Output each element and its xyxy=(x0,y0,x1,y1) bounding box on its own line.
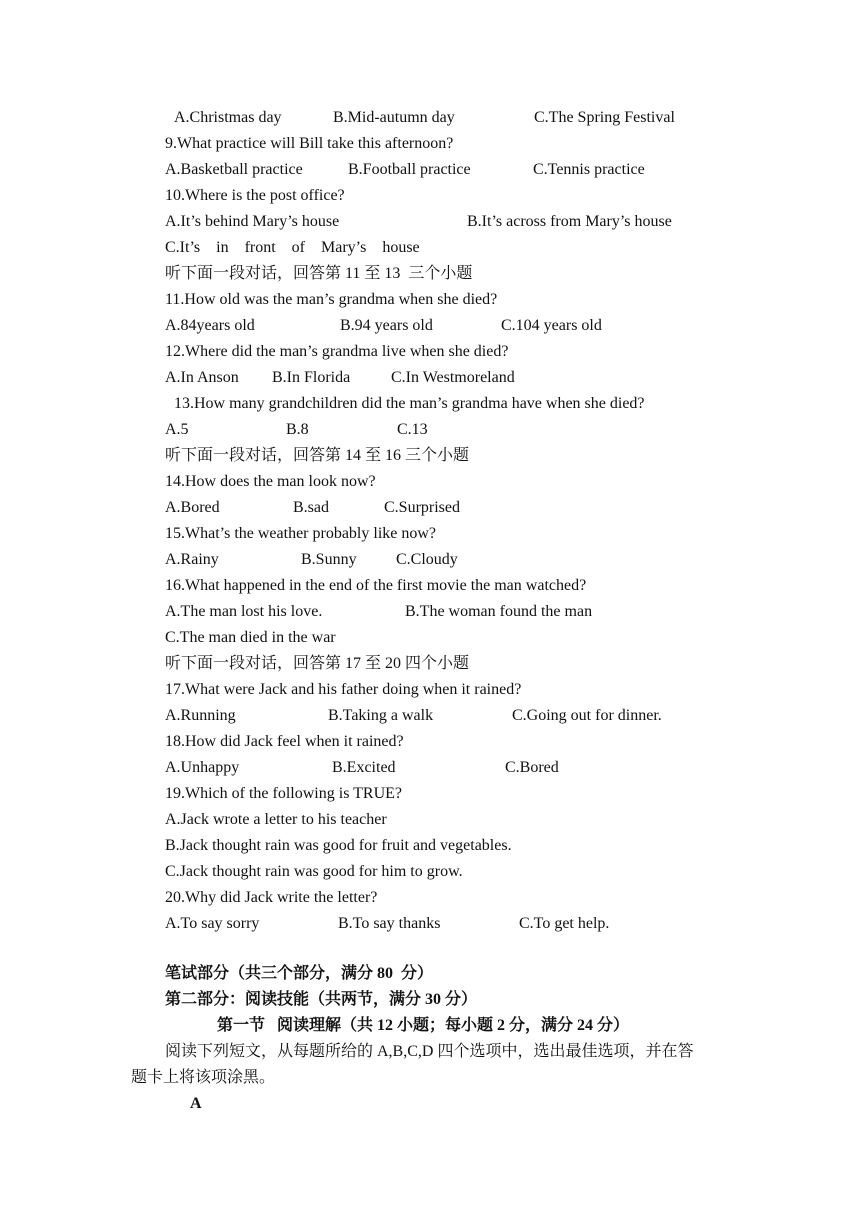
reading-instruction-cont: 题卡上将该项涂黑。 xyxy=(131,1069,276,1086)
option-a: A.5 xyxy=(165,421,189,438)
question-19: 19.Which of the following is TRUE? xyxy=(165,785,402,802)
question-18: 18.How did Jack feel when it rained? xyxy=(165,733,404,750)
question-11: 11.How old was the man’s grandma when she died? xyxy=(165,291,498,308)
option-a: A.Jack wrote a letter to his teacher xyxy=(165,811,387,828)
option-b: B.Mid-autumn day xyxy=(333,109,455,126)
option-c: C.104 years old xyxy=(501,317,602,334)
option-a: A.Running xyxy=(165,707,236,724)
option-c: C.The man died in the war xyxy=(165,629,336,646)
option-c: C.Bored xyxy=(505,759,559,776)
option-b: B.Jack thought rain was good for fruit and vegetables. xyxy=(165,837,512,854)
instruction-17-20: 听下面一段对话，回答第 17 至 20 四个小题 xyxy=(165,655,470,672)
question-16: 16.What happened in the end of the first movie the man watched? xyxy=(165,577,587,594)
section-one-heading: 第一节 阅读理解（共 12 小题；每小题 2 分，满分 24 分） xyxy=(217,1017,630,1034)
option-b: B.Taking a walk xyxy=(328,707,434,724)
option-b: B.Excited xyxy=(332,759,396,776)
option-c: C.Cloudy xyxy=(396,551,458,568)
option-b: B.The woman found the man xyxy=(405,603,593,620)
option-a: A.Unhappy xyxy=(165,759,240,776)
option-a: A.It’s behind Mary’s house xyxy=(165,213,340,230)
instruction-14-16: 听下面一段对话，回答第 14 至 16 三个小题 xyxy=(165,447,470,464)
option-c: C.Going out for dinner. xyxy=(512,707,662,724)
option-a: A.To say sorry xyxy=(165,915,260,932)
reading-instruction: 阅读下列短文，从每题所给的 A,B,C,D 四个选项中，选出最佳选项，并在答 xyxy=(165,1043,694,1060)
option-a: A.Bored xyxy=(165,499,220,516)
option-b: B.To say thanks xyxy=(338,915,441,932)
question-15: 15.What’s the weather probably like now? xyxy=(165,525,437,542)
question-12: 12.Where did the man’s grandma live when she died? xyxy=(165,343,509,360)
written-part-heading: 笔试部分（共三个部分，满分 80 分） xyxy=(165,965,434,982)
option-a: A.84years old xyxy=(165,317,255,334)
question-14: 14.How does the man look now? xyxy=(165,473,376,490)
option-b: B.In Florida xyxy=(272,369,351,386)
option-b: B.Football practice xyxy=(348,161,471,178)
option-b: B.8 xyxy=(286,421,309,438)
question-20: 20.Why did Jack write the letter? xyxy=(165,889,378,906)
instruction-11-13: 听下面一段对话，回答第 11 至 13 三个小题 xyxy=(165,265,473,282)
option-c: C.The Spring Festival xyxy=(534,109,675,126)
option-b: B.sad xyxy=(293,499,329,516)
option-a: A.The man lost his love. xyxy=(165,603,323,620)
option-c: C.It’s in front of Mary’s house xyxy=(165,239,420,256)
option-a: A.Rainy xyxy=(165,551,219,568)
option-a: A.Basketball practice xyxy=(165,161,303,178)
option-c: C.Tennis practice xyxy=(533,161,645,178)
option-c: C.Surprised xyxy=(384,499,460,516)
part-two-heading: 第二部分：阅读技能（共两节，满分 30 分） xyxy=(165,991,478,1008)
question-9: 9.What practice will Bill take this afternoon? xyxy=(165,135,454,152)
option-a: A.Christmas day xyxy=(174,109,282,126)
question-13: 13.How many grandchildren did the man’s grandma have when she died? xyxy=(174,395,645,412)
option-c: C.13 xyxy=(397,421,428,438)
option-b: B.94 years old xyxy=(340,317,433,334)
option-c: C.To get help. xyxy=(519,915,610,932)
option-c: C.Jack thought rain was good for him to grow. xyxy=(165,863,463,880)
option-c: C.In Westmoreland xyxy=(391,369,515,386)
passage-a-label: A xyxy=(190,1095,202,1112)
question-17: 17.What were Jack and his father doing when it rained? xyxy=(165,681,522,698)
option-b: B.It’s across from Mary’s house xyxy=(467,213,672,230)
question-10: 10.Where is the post office? xyxy=(165,187,345,204)
option-a: A.In Anson xyxy=(165,369,239,386)
option-b: B.Sunny xyxy=(301,551,357,568)
